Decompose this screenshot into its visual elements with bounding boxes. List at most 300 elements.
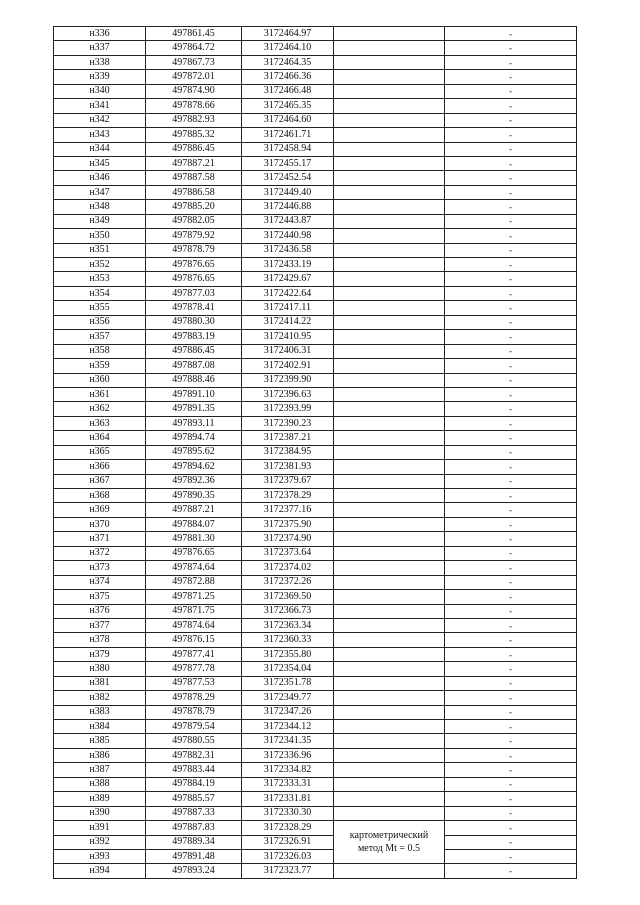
table-row [54, 777, 577, 791]
x-coordinate-cell: 497878.41 [146, 301, 242, 315]
y-coordinate-cell: 3172387.21 [242, 431, 334, 445]
x-coordinate-cell: 497877.41 [146, 647, 242, 661]
point-id-cell: н342 [54, 113, 146, 127]
point-id-cell: н360 [54, 373, 146, 387]
table-row [54, 229, 577, 243]
x-coordinate-cell: 497888.46 [146, 373, 242, 387]
point-id-cell: н372 [54, 546, 146, 560]
coordinates-table [53, 26, 577, 879]
table-row [54, 561, 577, 575]
accuracy-cell: - [445, 503, 577, 517]
table-row [54, 200, 577, 214]
table-row [54, 748, 577, 762]
y-coordinate-cell: 3172422.64 [242, 286, 334, 300]
method-cell [334, 272, 445, 286]
table-row [54, 734, 577, 748]
x-coordinate-cell: 497894.74 [146, 431, 242, 445]
x-coordinate-cell: 497885.32 [146, 128, 242, 142]
method-cell [334, 806, 445, 820]
x-coordinate-cell: 497894.62 [146, 460, 242, 474]
x-coordinate-cell: 497874.90 [146, 84, 242, 98]
accuracy-cell: - [445, 156, 577, 170]
y-coordinate-cell: 3172363.34 [242, 618, 334, 632]
point-id-cell: н369 [54, 503, 146, 517]
point-id-cell: н351 [54, 243, 146, 257]
table-row [54, 171, 577, 185]
y-coordinate-cell: 3172355.80 [242, 647, 334, 661]
accuracy-cell: - [445, 142, 577, 156]
y-coordinate-cell: 3172341.35 [242, 734, 334, 748]
point-id-cell: н371 [54, 532, 146, 546]
point-id-cell: н346 [54, 171, 146, 185]
y-coordinate-cell: 3172440.98 [242, 229, 334, 243]
x-coordinate-cell: 497882.31 [146, 748, 242, 762]
accuracy-cell: - [445, 128, 577, 142]
method-cell [334, 156, 445, 170]
x-coordinate-cell: 497887.08 [146, 359, 242, 373]
point-id-cell: н384 [54, 720, 146, 734]
table-row [54, 691, 577, 705]
accuracy-cell: - [445, 286, 577, 300]
point-id-cell: н394 [54, 864, 146, 878]
accuracy-cell: - [445, 55, 577, 69]
x-coordinate-cell: 497885.20 [146, 200, 242, 214]
method-cell [334, 99, 445, 113]
table-row [54, 460, 577, 474]
y-coordinate-cell: 3172366.73 [242, 604, 334, 618]
table-row [54, 618, 577, 632]
method-cell [334, 517, 445, 531]
table-row [54, 258, 577, 272]
point-id-cell: н385 [54, 734, 146, 748]
method-cell [334, 662, 445, 676]
x-coordinate-cell: 497886.58 [146, 185, 242, 199]
method-cell [334, 55, 445, 69]
point-id-cell: н348 [54, 200, 146, 214]
accuracy-cell: - [445, 214, 577, 228]
point-id-cell: н341 [54, 99, 146, 113]
y-coordinate-cell: 3172465.35 [242, 99, 334, 113]
x-coordinate-cell: 497891.48 [146, 849, 242, 863]
point-id-cell: н343 [54, 128, 146, 142]
y-coordinate-cell: 3172372.26 [242, 575, 334, 589]
y-coordinate-cell: 3172384.95 [242, 445, 334, 459]
point-id-cell: н365 [54, 445, 146, 459]
accuracy-cell: - [445, 590, 577, 604]
accuracy-cell: - [445, 676, 577, 690]
method-cell [334, 748, 445, 762]
point-id-cell: н387 [54, 763, 146, 777]
y-coordinate-cell: 3172330.30 [242, 806, 334, 820]
x-coordinate-cell: 497887.21 [146, 503, 242, 517]
method-cell [334, 185, 445, 199]
accuracy-cell: - [445, 691, 577, 705]
accuracy-cell: - [445, 460, 577, 474]
point-id-cell: н374 [54, 575, 146, 589]
table-row [54, 604, 577, 618]
point-id-cell: н366 [54, 460, 146, 474]
x-coordinate-cell: 497876.65 [146, 546, 242, 560]
y-coordinate-cell: 3172334.82 [242, 763, 334, 777]
y-coordinate-cell: 3172378.29 [242, 489, 334, 503]
y-coordinate-cell: 3172347.26 [242, 705, 334, 719]
method-cell [334, 734, 445, 748]
table-row [54, 720, 577, 734]
y-coordinate-cell: 3172326.91 [242, 835, 334, 849]
table-row [54, 575, 577, 589]
accuracy-cell: - [445, 575, 577, 589]
method-cell [334, 777, 445, 791]
table-row [54, 821, 577, 835]
table-row [54, 532, 577, 546]
table-row [54, 517, 577, 531]
accuracy-cell: - [445, 373, 577, 387]
y-coordinate-cell: 3172417.11 [242, 301, 334, 315]
method-cell [334, 229, 445, 243]
point-id-cell: н336 [54, 27, 146, 41]
accuracy-cell: - [445, 431, 577, 445]
point-id-cell: н347 [54, 185, 146, 199]
table-row [54, 546, 577, 560]
point-id-cell: н352 [54, 258, 146, 272]
method-cell [334, 200, 445, 214]
accuracy-cell: - [445, 806, 577, 820]
accuracy-cell: - [445, 229, 577, 243]
point-id-cell: н350 [54, 229, 146, 243]
method-note-cell [334, 821, 445, 864]
x-coordinate-cell: 497872.88 [146, 575, 242, 589]
accuracy-cell: - [445, 41, 577, 55]
y-coordinate-cell: 3172464.97 [242, 27, 334, 41]
accuracy-cell: - [445, 546, 577, 560]
y-coordinate-cell: 3172464.35 [242, 55, 334, 69]
y-coordinate-cell: 3172443.87 [242, 214, 334, 228]
table-row [54, 359, 577, 373]
x-coordinate-cell: 497867.73 [146, 55, 242, 69]
accuracy-cell: - [445, 344, 577, 358]
accuracy-cell: - [445, 84, 577, 98]
table-row [54, 431, 577, 445]
point-id-cell: н344 [54, 142, 146, 156]
x-coordinate-cell: 497883.44 [146, 763, 242, 777]
accuracy-cell: - [445, 489, 577, 503]
point-id-cell: н340 [54, 84, 146, 98]
accuracy-cell: - [445, 662, 577, 676]
x-coordinate-cell: 497893.11 [146, 416, 242, 430]
table-row [54, 156, 577, 170]
method-cell [334, 70, 445, 84]
accuracy-cell: - [445, 70, 577, 84]
point-id-cell: н370 [54, 517, 146, 531]
table-row [54, 315, 577, 329]
y-coordinate-cell: 3172446.88 [242, 200, 334, 214]
x-coordinate-cell: 497891.10 [146, 387, 242, 401]
method-cell [334, 330, 445, 344]
x-coordinate-cell: 497885.57 [146, 792, 242, 806]
point-id-cell: н388 [54, 777, 146, 791]
x-coordinate-cell: 497887.21 [146, 156, 242, 170]
table-row [54, 373, 577, 387]
table-row [54, 647, 577, 661]
point-id-cell: н383 [54, 705, 146, 719]
table-row [54, 27, 577, 41]
method-cell [334, 647, 445, 661]
x-coordinate-cell: 497877.78 [146, 662, 242, 676]
method-cell [334, 431, 445, 445]
x-coordinate-cell: 497886.45 [146, 344, 242, 358]
method-cell [334, 402, 445, 416]
method-cell [334, 41, 445, 55]
table-row [54, 676, 577, 690]
y-coordinate-cell: 3172429.67 [242, 272, 334, 286]
table-row [54, 489, 577, 503]
table-row [54, 662, 577, 676]
x-coordinate-cell: 497895.62 [146, 445, 242, 459]
coordinates-table-body [54, 27, 577, 879]
method-cell [334, 445, 445, 459]
y-coordinate-cell: 3172455.17 [242, 156, 334, 170]
y-coordinate-cell: 3172406.31 [242, 344, 334, 358]
x-coordinate-cell: 497874.64 [146, 561, 242, 575]
method-cell [334, 546, 445, 560]
y-coordinate-cell: 3172399.90 [242, 373, 334, 387]
accuracy-cell: - [445, 705, 577, 719]
accuracy-cell: - [445, 561, 577, 575]
accuracy-cell: - [445, 474, 577, 488]
table-row [54, 763, 577, 777]
accuracy-cell: - [445, 777, 577, 791]
x-coordinate-cell: 497864.72 [146, 41, 242, 55]
table-row [54, 503, 577, 517]
point-id-cell: н361 [54, 387, 146, 401]
point-id-cell: н362 [54, 402, 146, 416]
table-row [54, 142, 577, 156]
y-coordinate-cell: 3172349.77 [242, 691, 334, 705]
table-row [54, 590, 577, 604]
method-cell [334, 301, 445, 315]
method-cell [334, 561, 445, 575]
table-row [54, 416, 577, 430]
y-coordinate-cell: 3172433.19 [242, 258, 334, 272]
method-cell [334, 633, 445, 647]
y-coordinate-cell: 3172466.48 [242, 84, 334, 98]
method-cell [334, 503, 445, 517]
x-coordinate-cell: 497879.54 [146, 720, 242, 734]
table-row [54, 344, 577, 358]
point-id-cell: н364 [54, 431, 146, 445]
x-coordinate-cell: 497883.19 [146, 330, 242, 344]
method-cell [334, 373, 445, 387]
x-coordinate-cell: 497879.92 [146, 229, 242, 243]
x-coordinate-cell: 497878.79 [146, 243, 242, 257]
accuracy-cell: - [445, 445, 577, 459]
accuracy-cell: - [445, 734, 577, 748]
point-id-cell: н390 [54, 806, 146, 820]
x-coordinate-cell: 497892.36 [146, 474, 242, 488]
point-id-cell: н349 [54, 214, 146, 228]
point-id-cell: н353 [54, 272, 146, 286]
accuracy-cell: - [445, 113, 577, 127]
point-id-cell: н375 [54, 590, 146, 604]
y-coordinate-cell: 3172464.10 [242, 41, 334, 55]
y-coordinate-cell: 3172410.95 [242, 330, 334, 344]
x-coordinate-cell: 497881.30 [146, 532, 242, 546]
accuracy-cell: - [445, 272, 577, 286]
point-id-cell: н339 [54, 70, 146, 84]
table-row [54, 387, 577, 401]
point-id-cell: н393 [54, 849, 146, 863]
method-note-line-1: картометрический [349, 830, 429, 842]
x-coordinate-cell: 497871.25 [146, 590, 242, 604]
y-coordinate-cell: 3172393.99 [242, 402, 334, 416]
accuracy-cell: - [445, 402, 577, 416]
accuracy-cell: - [445, 99, 577, 113]
method-cell [334, 214, 445, 228]
table-row [54, 214, 577, 228]
x-coordinate-cell: 497882.05 [146, 214, 242, 228]
y-coordinate-cell: 3172464.60 [242, 113, 334, 127]
method-cell [334, 604, 445, 618]
accuracy-cell: - [445, 604, 577, 618]
x-coordinate-cell: 497876.15 [146, 633, 242, 647]
y-coordinate-cell: 3172375.90 [242, 517, 334, 531]
point-id-cell: н392 [54, 835, 146, 849]
accuracy-cell: - [445, 200, 577, 214]
point-id-cell: н382 [54, 691, 146, 705]
y-coordinate-cell: 3172390.23 [242, 416, 334, 430]
accuracy-cell: - [445, 821, 577, 835]
accuracy-cell: - [445, 633, 577, 647]
accuracy-cell: - [445, 243, 577, 257]
point-id-cell: н368 [54, 489, 146, 503]
table-row [54, 301, 577, 315]
x-coordinate-cell: 497887.83 [146, 821, 242, 835]
point-id-cell: н356 [54, 315, 146, 329]
accuracy-cell: - [445, 27, 577, 41]
point-id-cell: н338 [54, 55, 146, 69]
y-coordinate-cell: 3172323.77 [242, 864, 334, 878]
y-coordinate-cell: 3172326.03 [242, 849, 334, 863]
x-coordinate-cell: 497871.75 [146, 604, 242, 618]
table-row [54, 705, 577, 719]
method-cell [334, 618, 445, 632]
point-id-cell: н380 [54, 662, 146, 676]
accuracy-cell: - [445, 301, 577, 315]
x-coordinate-cell: 497872.01 [146, 70, 242, 84]
point-id-cell: н391 [54, 821, 146, 835]
y-coordinate-cell: 3172328.29 [242, 821, 334, 835]
point-id-cell: н377 [54, 618, 146, 632]
method-cell [334, 532, 445, 546]
method-cell [334, 243, 445, 257]
method-cell [334, 286, 445, 300]
y-coordinate-cell: 3172466.36 [242, 70, 334, 84]
method-cell [334, 691, 445, 705]
y-coordinate-cell: 3172458.94 [242, 142, 334, 156]
accuracy-cell: - [445, 359, 577, 373]
x-coordinate-cell: 497878.79 [146, 705, 242, 719]
table-row [54, 849, 577, 863]
table-row [54, 792, 577, 806]
x-coordinate-cell: 497877.53 [146, 676, 242, 690]
y-coordinate-cell: 3172396.63 [242, 387, 334, 401]
point-id-cell: н363 [54, 416, 146, 430]
table-row [54, 113, 577, 127]
x-coordinate-cell: 497884.19 [146, 777, 242, 791]
method-note-line-2: метод Mt = 0.5 [357, 843, 421, 855]
method-cell [334, 344, 445, 358]
accuracy-cell: - [445, 532, 577, 546]
method-cell [334, 575, 445, 589]
accuracy-cell: - [445, 387, 577, 401]
point-id-cell: н379 [54, 647, 146, 661]
method-cell [334, 359, 445, 373]
table-row [54, 286, 577, 300]
x-coordinate-cell: 497882.93 [146, 113, 242, 127]
method-cell [334, 720, 445, 734]
x-coordinate-cell: 497880.55 [146, 734, 242, 748]
method-cell [334, 315, 445, 329]
x-coordinate-cell: 497889.34 [146, 835, 242, 849]
y-coordinate-cell: 3172379.67 [242, 474, 334, 488]
accuracy-cell: - [445, 864, 577, 878]
accuracy-cell: - [445, 720, 577, 734]
accuracy-cell: - [445, 763, 577, 777]
method-cell [334, 676, 445, 690]
y-coordinate-cell: 3172381.93 [242, 460, 334, 474]
point-id-cell: н378 [54, 633, 146, 647]
method-cell [334, 590, 445, 604]
x-coordinate-cell: 497861.45 [146, 27, 242, 41]
method-cell [334, 84, 445, 98]
method-cell [334, 460, 445, 474]
x-coordinate-cell: 497877.03 [146, 286, 242, 300]
table-row [54, 84, 577, 98]
method-cell [334, 27, 445, 41]
method-cell [334, 113, 445, 127]
y-coordinate-cell: 3172354.04 [242, 662, 334, 676]
accuracy-cell: - [445, 792, 577, 806]
point-id-cell: н355 [54, 301, 146, 315]
x-coordinate-cell: 497891.35 [146, 402, 242, 416]
point-id-cell: н345 [54, 156, 146, 170]
y-coordinate-cell: 3172360.33 [242, 633, 334, 647]
accuracy-cell: - [445, 748, 577, 762]
point-id-cell: н386 [54, 748, 146, 762]
point-id-cell: н358 [54, 344, 146, 358]
accuracy-cell: - [445, 330, 577, 344]
accuracy-cell: - [445, 517, 577, 531]
x-coordinate-cell: 497878.29 [146, 691, 242, 705]
accuracy-cell: - [445, 258, 577, 272]
table-row [54, 633, 577, 647]
accuracy-cell: - [445, 185, 577, 199]
table-row [54, 41, 577, 55]
table-row [54, 835, 577, 849]
y-coordinate-cell: 3172336.96 [242, 748, 334, 762]
x-coordinate-cell: 497874.64 [146, 618, 242, 632]
method-cell [334, 416, 445, 430]
table-row [54, 185, 577, 199]
table-row [54, 70, 577, 84]
y-coordinate-cell: 3172373.64 [242, 546, 334, 560]
accuracy-cell: - [445, 835, 577, 849]
point-id-cell: н389 [54, 792, 146, 806]
y-coordinate-cell: 3172414.22 [242, 315, 334, 329]
y-coordinate-cell: 3172461.71 [242, 128, 334, 142]
accuracy-cell: - [445, 315, 577, 329]
method-cell [334, 792, 445, 806]
